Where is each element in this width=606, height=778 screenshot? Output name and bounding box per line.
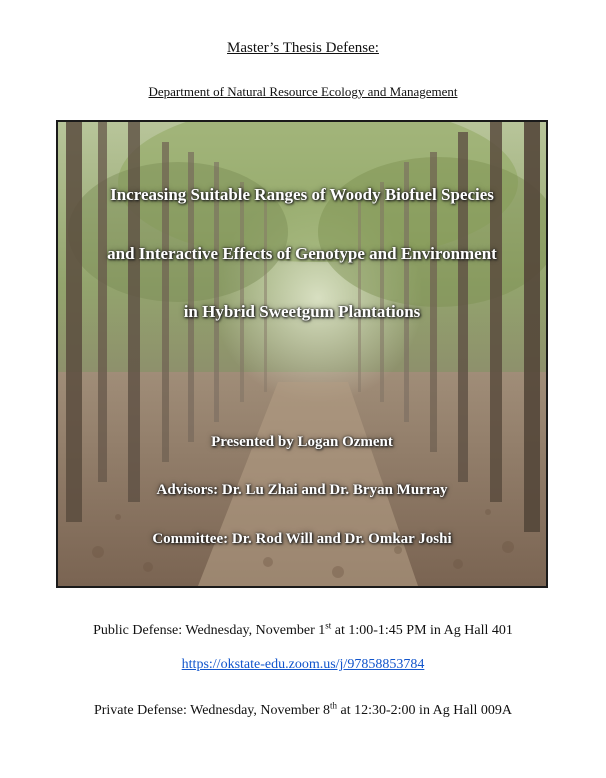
private-defense-prefix: Private Defense: Wednesday, November 8 bbox=[93, 703, 330, 718]
advisors-text: Advisors: Dr. Lu Zhai and Dr. Bryan Murray bbox=[156, 482, 448, 498]
poster-image bbox=[56, 120, 548, 588]
private-defense-info bbox=[0, 700, 606, 719]
public-defense-info bbox=[0, 620, 606, 639]
public-defense-prefix: Public Defense: Wednesday, November 1 bbox=[93, 623, 326, 638]
poster-title-line-2: and Interactive Effects of Genotype and Environment bbox=[107, 244, 497, 263]
zoom-meeting-link[interactable]: https://okstate-edu.zoom.us/j/97858853784 bbox=[181, 657, 425, 672]
public-defense-ordinal: st bbox=[325, 620, 332, 631]
presenter-text: Presented by Logan Ozment bbox=[211, 434, 393, 450]
thesis-defense-title: Master’s Thesis Defense: bbox=[227, 40, 379, 56]
committee-text: Committee: Dr. Rod Will and Dr. Omkar Joshi bbox=[152, 531, 452, 547]
zoom-link-row bbox=[0, 657, 606, 673]
poster-title-line-1: Increasing Suitable Ranges of Woody Biofuel Species bbox=[110, 185, 494, 204]
department-title: Department of Natural Resource Ecology and Management bbox=[148, 84, 458, 99]
private-defense-suffix: at 12:30-2:00 in Ag Hall 009A bbox=[337, 703, 513, 718]
public-defense-suffix: at 1:00-1:45 PM in Ag Hall 401 bbox=[331, 623, 513, 638]
private-defense-ordinal: th bbox=[330, 700, 338, 711]
poster-title-line-3: in Hybrid Sweetgum Plantations bbox=[183, 302, 421, 321]
